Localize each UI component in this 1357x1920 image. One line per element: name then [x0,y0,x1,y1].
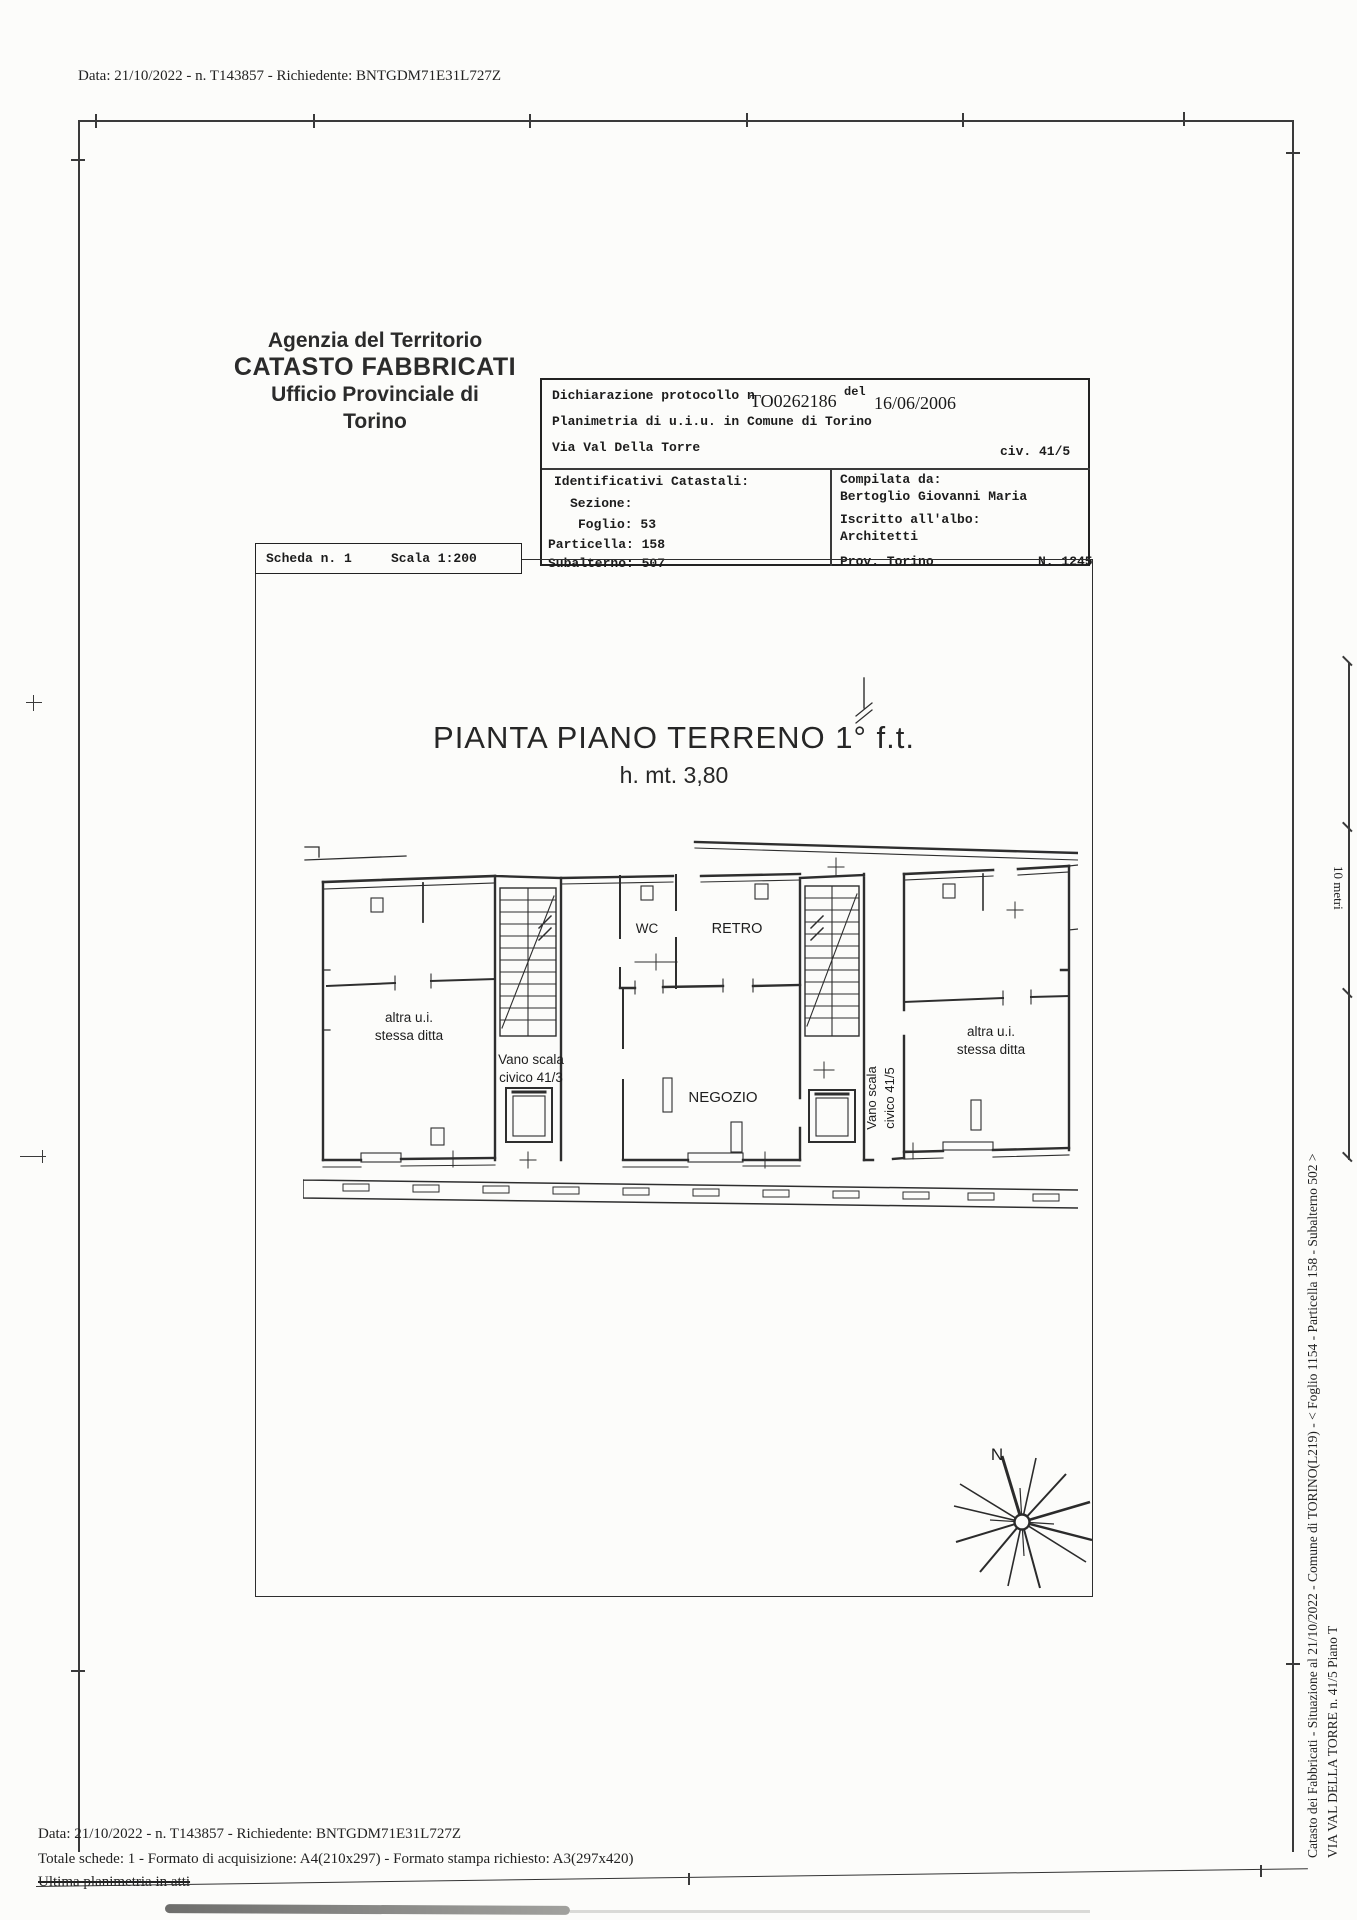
frame-tick [95,114,97,128]
subalterno-value: Subalterno: 507 [548,556,666,571]
side-caption-line2: VIA VAL DELLA TORRE n. 41/5 Piano T [1325,1625,1340,1858]
protocol-date: 16/06/2006 [874,393,957,413]
del-label: del [844,385,866,399]
compass-rose [940,1430,1100,1595]
footer-line1: Data: 21/10/2022 - n. T143857 - Richiedente: BNTGDM71E31L727Z [38,1826,461,1842]
scale-bar-label: 10 metri [1331,866,1346,910]
civic-number: civ. 41/5 [1000,444,1071,459]
cancellation-tick [688,1873,690,1885]
architect-number: N. 1245 [1038,554,1093,569]
frame-tick [313,114,315,128]
frame-top-line [78,120,1293,122]
sheet-scale: Scala 1:200 [391,551,477,566]
sheet-number: Scheda n. 1 [266,551,352,566]
compass-north-label: N [990,1445,1004,1464]
stairwell1-label-2: civico 41/3 [499,1070,563,1085]
stairwell2-label-2: civico 41/5 [882,1067,897,1129]
side-caption-line1: Catasto dei Fabbricati - Situazione al 21/10/2022 - Comune di TORINO(L219) - < Foglio 1154 - Particella 158 - Subalterno 502 > [1305,1153,1320,1858]
frame-right-line [1292,120,1294,1852]
scan-artifact-band [165,1904,570,1915]
albo-label: Iscritto all'albo: [840,512,981,527]
registry-name: CATASTO FABBRICATI [233,353,517,381]
cancellation-line [36,1868,1308,1887]
plan-height-note: h. mt. 3,80 [619,762,729,788]
office-line2: Torino [343,410,407,433]
floor-plan-drawing [303,670,1078,1215]
particella-value: Particella: 158 [548,537,666,552]
sheet-box [255,543,522,574]
scale-bar-line [1348,663,1350,1160]
right-unit-label-1: altra u.i. [966,1024,1016,1039]
frame-tick [1183,112,1185,126]
top-data-line: Data: 21/10/2022 - n. T143857 - Richiedente: BNTGDM71E31L727Z [78,68,501,84]
frame-tick [71,159,85,161]
frame-tick [1286,1663,1300,1665]
declaration-divider-v [830,468,832,566]
frame-tick [71,1670,85,1672]
retro-label: RETRO [711,921,763,937]
registration-mark [33,695,34,711]
foglio-value: Foglio: 53 [578,517,657,532]
protocol-label: Dichiarazione protocollo n [552,388,755,403]
protocol-number: TO0262186 [750,391,837,411]
agency-name: Agenzia del Territorio [267,329,483,352]
declaration-divider-h [542,468,1090,470]
frame-left-line [78,120,80,1852]
scan-artifact-faint [570,1910,1090,1913]
right-unit-label-2: stessa ditta [956,1042,1026,1057]
planimetria-line: Planimetria di u.i.u. in Comune di Torino [552,414,872,429]
footer-line2: Totale schede: 1 - Formato di acquisizione: A4(210x297) - Formato stampa richiesto: A3(297x420) [38,1851,634,1867]
compass-hub [1015,1515,1030,1530]
stairwell1-label-1: Vano scala [498,1052,564,1067]
compiler-title: Compilata da: [840,472,942,487]
stairwell2-label-1: Vano scala [864,1066,879,1130]
registration-mark [42,1150,43,1163]
side-caption [1303,1153,1343,1858]
plan-room-labels [375,921,1026,1130]
frame-tick [1286,152,1300,154]
wc-label: WC [635,921,659,936]
compiler-name: Bertoglio Giovanni Maria [840,489,1028,504]
agency-header [225,327,525,435]
frame-tick [746,113,748,127]
sezione-label: Sezione: [570,496,633,511]
left-unit-label-1: altra u.i. [384,1010,434,1025]
left-unit-label-2: stessa ditta [374,1028,444,1043]
negozio-label: NEGOZIO [688,1089,758,1106]
prov-value: Prov. Torino [840,554,934,569]
street-name: Via Val Della Torre [552,440,701,455]
frame-tick [529,114,531,128]
plan-walls-group [303,678,1078,1208]
declaration-box [540,378,1093,571]
cancellation-tick [1260,1865,1262,1877]
office-line1: Ufficio Provinciale di [271,383,479,406]
identifiers-title: Identificativi Catastali: [554,474,750,489]
albo-value: Architetti [840,529,919,544]
frame-tick [962,113,964,127]
footer-line3-struck: Ultima planimetria in atti [38,1874,191,1890]
plan-title: PIANTA PIANO TERRENO 1° f.t. [433,720,915,755]
